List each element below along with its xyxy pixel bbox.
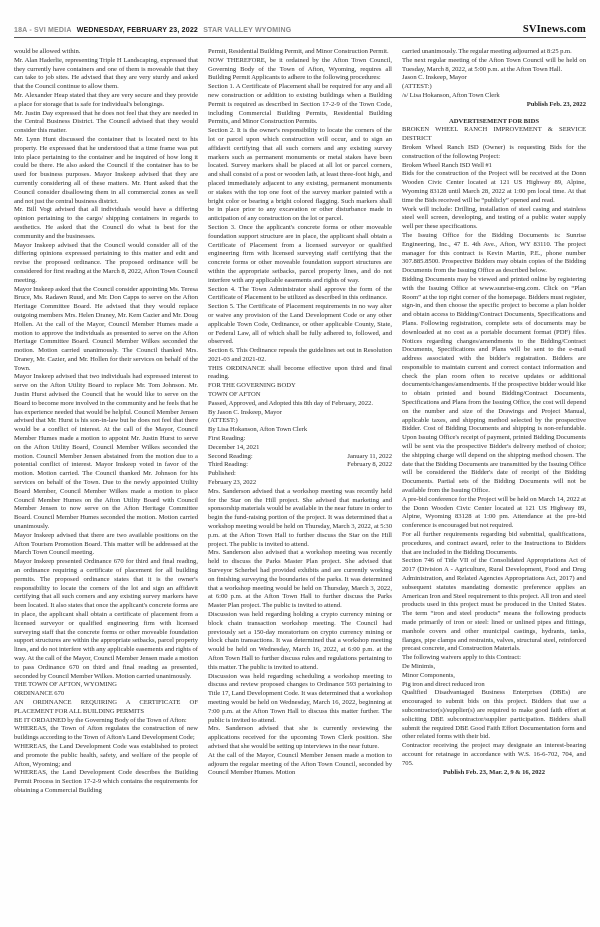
- paragraph: Section 2. It is the owner's responsibility to locate the corners of the lot or parcel upon which construction will occur, and to sign an affidavit certifying that all such corners and any existing survey markers such as permanent monuments or metal stakes have been located. Survey markers shall be placed at all lot or parcel corners, and shall consist of a post or wooden lath, at least three-foot high, and placed immediately adjacent to any existing, permanent monuments or stakes with the top one foot of the survey marker painted with a bright color or bearing a bright colored flagging. Such markers shall be in place prior to any excavation or other disturbance made in anticipation of any construction on the lot or parcel.: [208, 127, 392, 223]
- paragraph: would be allowed within.: [14, 48, 81, 55]
- paragraph: Bids for the construction of the Project will be received at the Donn Wooden Civic Center located at 121 US Highway 89, Alpine, Wyoming 83128 until March 28, 2022 at 1:00 pm local time. At that time the Bids received will be “publicly” opened and read.: [402, 170, 586, 204]
- paragraph: WHEREAS, the Land Development Code describes the Building Permit Process in Section 17-2-9 which contains the requirements for obtaining a Commercial Building: [14, 769, 198, 794]
- paragraph: Mr. Alan Haderlie, representing Triple H Landscaping, expressed that they currently have containers and one of them is moveable that they can take to job sites. He advised that they are very sturdy and asked that the Council continue to allow them.: [14, 56, 198, 91]
- paragraph: ORDINANCE 670: [14, 690, 65, 698]
- paragraph: Permit, Residential Building Permit, and Minor Construction Permit.: [208, 48, 389, 55]
- paragraph: For all further requirements regarding bid submittal, qualifications, procedures, and contract award, refer to the Instructions to Bidders that are included in the Bidding Documents.: [402, 531, 586, 556]
- paragraph: Discussion was held regarding scheduling a workshop meeting to discuss and review proposed changes to Ordinance 593 pertaining to Title 17, Land Development Code. It was determined that a workshop meeting would be held on Wednesday, March 16, 2022, beginning at 7:00 p.m. at the Afton Town Hall to discuss this matter further. The public is invited to attend.: [208, 672, 392, 724]
- paragraph: Qualified Disadvantaged Business Enterprises (DBEs) are encouraged to submit bids on this project. Bidders that use a subcontractor(s)/supplier(s) are required to make good faith effort at soliciting DBE subcontractor/supplier participation. Bidders shall submit the required DBE Good Faith Effort Documentation form and other related forms with their bid.: [402, 689, 586, 741]
- paragraph: At the call of the Mayor, Council Member Jensen made a motion to adjourn the regular meeting of the Afton Town Council, seconded by Council Member Humes. Motion: [208, 751, 392, 777]
- paragraph: De Minimis,: [402, 662, 436, 670]
- paragraph: Section 5. The Certificate of Placement requirements in no way alter or waive any provision of the Land Development Code or any other applicable Town Code, Ordinance, or other applicable County, State, or Federal Law, all of which shall be fully adhered to, followed, and observed.: [208, 303, 392, 346]
- paragraph: (ATTEST:): [208, 417, 238, 425]
- paragraph: Mrs. Sanderson advised that a workshop meeting was recently held for the Star on the Hill project. She advised that marketing and sponsorship materials would be available in the near future in order to begin the fund-raising portion of the project. It was determined that a workshop meeting would be held on Thursday, March 3, 2022, at 5:30 p.m. at the Afton Town Hall to further discuss the Star on the Hill project. The public is invited to attend.: [208, 487, 392, 548]
- paragraph: BE IT ORDAINED by the Governing Body of the Town of Afton:: [14, 716, 187, 724]
- issue-date: WEDNESDAY, FEBRUARY 23, 2022: [76, 27, 199, 34]
- paragraph: /s/ Lisa Hokanson, Afton Town Clerk: [402, 91, 500, 99]
- reading-label: Third Reading:: [208, 461, 248, 469]
- column-2: [208, 48, 392, 919]
- paragraph: Mayor Inskeep advised that two individuals had expressed interest to serve on the Afton Utility Board to replace Mr. Tom Johnson. Mr. Justin Hurst advised the Council that he would like to serve on the Board to become more involved in the community and he feels that he has experience needed that would be helpful. Council Member Jensen advised that Mr. Hurst is his son-in-law but he does not feel that there would be a conflict of interest. At the call of the Mayor, Council Member Humes made a motion to appoint Mr. Justin Hurst to serve on the Afton Utility Board, Council Member Wilkes seconded the motion. Council Member Jensen abstained from the motion due to a potential conflict of interest. Mayor Inskeep voted in favor of the motion. Motion carried. The Council thanked Mr. Johnson for his services on behalf of the Town. Due to the newly appointed Utility Board Member, Council Member Wilkes made a motion to place Council Member Humes on the Afton Utility Board with Council Member Jensen to now serve on the Afton Heritage Committee Board. Council Member Humes seconded the motion. Motion carried unanimously.: [14, 373, 198, 531]
- paragraph: AN ORDINANCE REQUIRING A CERTIFICATE OF PLACEMENT FOR ALL BUILDING PERMITS: [14, 698, 198, 715]
- header-left: [14, 27, 291, 34]
- paragraph: Mrs. Sanderson also advised that a workshop meeting was recently held to discuss the Parks Master Plan project. She advised that Surveyor Scherbel had provided exhibits and are currently working on finishing surveying the boundaries of the parks. It was determined that a workshop meeting would be held on Thursday, March 3, 2022, at 6:00 p.m. at the Afton Town Hall to further discuss the Parks Master Plan project. The public is invited to attend.: [208, 549, 392, 610]
- reading-date: January 11, 2022: [347, 452, 392, 460]
- paragraph: [208, 461, 392, 470]
- paragraph: Mayor Inskeep presented Ordinance 670 for third and final reading, an ordinance requiring a certificate of placement for all building permits. The proposed ordinance states that it is the owner's responsibility to locate the corners of the lot and sign an affidavit certifying that all such corners and any existing survey markers have been located. It also states that once the applicant's concrete forms are in place, the applicant shall obtain a certificate of placement from a licensed surveyor or qualified engineering firm with licensed surveying staff that the concrete forms or other moveable foundation support structures are within the appropriate setbacks, parcel property lines, and do not interfere with any applicable easements and rights of way. At the call of the Mayor, Council Member Jensen made a motion to pass Ordinance 670 on third and final reading as presented, seconded by Council Member Wilkes. Motion carried unanimously.: [14, 558, 198, 680]
- paragraph: Section 1. A Certificate of Placement shall be required for any and all new construction or addition to existing buildings when a Building Permit is required as described in Section 17-2-9 of the Town Code, including Commercial Building Permits, Residential Building Permits, and Minor Construction Permits.: [208, 83, 392, 126]
- paragraph: ADVERTISEMENT FOR BIDS: [448, 117, 540, 125]
- paragraph: Broken Wheel Ranch ISD Well #1: [402, 161, 492, 169]
- paragraph: Jason C. Inskeep, Mayor: [402, 74, 467, 82]
- paragraph: Contractor receiving the project may designate an interest-bearing account for retainage in accordance with W.S. 16-6-702, 704, and 705.: [402, 742, 586, 767]
- paragraph: Mr. Bill Vogt advised that all individuals would have a differing opinion pertaining to the cargo/ shipping containers in regards to aesthetics. He asked that the Council do what is best for the community and the businesses.: [14, 206, 198, 240]
- paragraph: Minor Components,: [402, 671, 455, 679]
- paragraph: Mrs. Sanderson advised that she is currently reviewing the applications received for the upcoming Town Clerk position. She advised that she would be setting up interviews in the near future.: [208, 725, 392, 750]
- region-label: STAR VALLEY WYOMING: [203, 27, 292, 34]
- page-number-label: 18A - SVI MEDIA: [14, 27, 72, 34]
- paragraph: THE TOWN OF AFTON, WYOMING: [14, 681, 117, 689]
- paragraph: By Lisa Hokanson, Afton Town Clerk: [208, 426, 308, 434]
- paragraph: Publish Feb. 23, 2022: [526, 100, 586, 108]
- reading-label: Second Reading:: [208, 452, 253, 460]
- paragraph: Section 4. The Town Administrator shall approve the form of the Certificate of Placement to be utilized as described in this ordinance.: [208, 285, 392, 302]
- paragraph: WHEREAS, the Land Development Code was established to protect and promote the public health, safety, and welfare of the people of Afton, Wyoming; and: [14, 742, 198, 768]
- paragraph: [208, 453, 392, 462]
- paragraph: Mr. Alexander Heap stated that they are very secure and they provide a place for storage that is safe for individual's belongings.: [14, 91, 198, 108]
- paragraph: TOWN OF AFTON: [208, 391, 261, 399]
- paragraph: Mayor Inskeep asked that the Council consider appointing Ms. Teresa Bruce, Ms. Radawn Ruud, and Mr. Don Capps to serve on the Afton Heritage Committee Board. He advised that they would replace outgoing members Mrs. Helen Draney, Mr. Kem Cazier and Mr. Doug Hollen. At the call of the Mayor, Council Member Humes made a motion to approve the individuals as presented to serve on the Afton Heritage Committee Board. Council Member Wilkes seconded the motion. Motion carried unanimously. The Council thanked Mrs. Draney, Mr. Cazier, and Mr. Hollen for their services on behalf of the Town.: [14, 285, 198, 372]
- paragraph: Section 6. This Ordinance repeals the guidelines set out in Resolution 2021-03 and 2021-02.: [208, 347, 392, 363]
- paragraph: Passed, Approved, and Adopted this 8th day of February, 2022.: [208, 399, 373, 407]
- paragraph: A pre-bid conference for the Project will be held on March 14, 2022 at the Donn Wooden Civic Center located at 121 US Highway 89, Alpine, Wyoming 83128 at 1:00 pm. Attendance at the pre-bid conference is encouraged but not required.: [402, 495, 586, 530]
- paragraph: Broken Wheel Ranch ISD (Owner) is requesting Bids for the construction of the following Project:: [402, 143, 586, 160]
- article-columns: [14, 48, 586, 919]
- column-1: [14, 48, 198, 919]
- paragraph: BROKEN WHEEL RANCH IMPROVEMENT & SERVICE DISTRICT: [402, 126, 586, 143]
- paragraph: December 14, 2021: [208, 443, 260, 451]
- paragraph: The following waivers apply to this Contract:: [402, 654, 521, 662]
- paragraph: Mr. Justin Day expressed that he does not feel that they are needed in the Central Business District. The Council advised that they would consider this matter.: [14, 109, 198, 135]
- paragraph: (ATTEST:): [402, 83, 432, 91]
- paragraph: FOR THE GOVERNING BODY: [208, 382, 296, 390]
- masthead-website: SVInews.com: [522, 24, 586, 35]
- column-3: [402, 48, 586, 919]
- paragraph: carried unanimously. The regular meeting adjourned at 8:25 p.m.: [402, 48, 572, 55]
- paragraph: Pig iron and direct reduced iron: [402, 680, 485, 688]
- paragraph: WHEREAS, the Town of Afton regulates the construction of new buildings according to the Town of Afton's Land Development Code;: [14, 725, 198, 742]
- paragraph: The Issuing Office for the Bidding Documents is: Sunrise Engineering, Inc., 47 E. 4th Ave., Afton, WY 83110. The project manager for this contract is Kevin Martin, P.E., phone number 307.885.8500. Prospective Bidders may obtain copies of the Bidding Documents from the Issuing Office as described below.: [402, 231, 586, 275]
- paragraph: NOW THEREFORE, be it ordained by the Afton Town Council, Governing Body of the Town of Afton, Wyoming, requires all Building Permit Applicants to adhere to the following procedures:: [208, 56, 392, 82]
- paragraph: Discussion was held regarding holding a crypto currency mining or block chain transaction workshop meeting. The Council had previously set a 150-day moratorium on crypto currency mining or block chain transactions. It was determined that a workshop meeting would be held on Wednesday, March 16, 2022, at 6:00 p.m. at the Afton Town Hall to further discuss rules and regulations pertaining to this matter. The public is invited to attend.: [208, 611, 392, 671]
- paragraph: Published:: [208, 470, 236, 478]
- paragraph: Bidding Documents may be viewed and printed online by registering with the Issuing Office at www.sunrise-eng.com. Click on “Plan Room” at the top right corner of the homepage. Bidders must register, sign-in, and then choose the specific project to become a plan holder and obtain access to Bidding/Contract Documents, Specifications and Plans. Following registration, complete sets of documents may be downloaded at no cost as a portable document format (PDF) files. Notices regarding changes/amendments to the Bidding/Contract Documents, Specifications and Plans will be sent to the e-mail address associated with the bidder's registration. Bidders are responsible to maintain current and correct contact information and check the plan room often to receive updates or additional documents/changes/amendments. If the prospective bidder would like to obtain printed and bound Bidding/Contract Documents, Specifications and Plans from the Issuing Office, the cost will depend on the number and size of the Drawings and Project Manual, applicable taxes, and shipping method selected by the prospective Bidder. Cost of Bidding Documents and shipping is non-refundable. Upon Issuing Office's receipt of payment, printed Bidding Documents will be sent via the prospective Bidder's delivery method of choice; the shipping charge will depend on the shipping method chosen. The date that the Bidding Documents are transmitted by the Issuing Office will be considered the Bidder's date of receipt of the Bidding Documents. Partial sets of the Bidding Documents will not be available from the Issuing Office.: [402, 275, 586, 495]
- paragraph: Work will include: Drilling, installation of steel casing and stainless steel well screen, developing, and testing of a public water supply well per these specifications.: [402, 205, 586, 231]
- paragraph: Mayor Inskeep advised that the Council would consider all of the differing opinions expressed pertaining to this matter and edit and revise the proposed ordinance. The proposed ordinance will be considered for first reading at the March 8, 2022, Afton Town Council meeting.: [14, 241, 198, 284]
- paragraph: Publish Feb. 23, Mar. 2, 9 & 16, 2022: [442, 768, 545, 776]
- header-divider: [14, 37, 586, 38]
- paragraph: Mr. Lynn Hunt discussed the container that is located next to his property. He expressed that he understood that a time frame was put into place pertaining to the container and he inquired of how long it could be there. He also asked the Council if the container has to be used for business purposes. Mayor Inskeep advised that they are currently considering all of these matters. Mr. Hunt asked that the Council consider disallowing them in all commercial zones as well and not just the central business district.: [14, 135, 198, 205]
- paragraph: Section 3. Once the applicant's concrete forms or other moveable foundation support structure are in place, the applicant shall obtain a Certificate of Placement from a licensed surveyor or qualified engineering firm with licensed surveying staff certifying that the concrete forms or other moveable foundation support structures are within the appropriate setbacks, parcel property lines, and do not interfere with any applicable easements and rights of way.: [208, 223, 392, 284]
- page-header: [14, 24, 586, 35]
- paragraph: First Reading:: [208, 435, 246, 443]
- paragraph: Section 746 of Title VII of the Consolidated Appropriations Act of 2017 (Division A - Agriculture, Rural Development, Food and Drug Administration, and Related Agencies Appropriations Act, 2017) and subsequent statutes mandating domestic preference applies an American Iron and Steel requirement to this project. All iron and steel products used in this project must be produced in the United States. The term “iron and steel products” means the following products made primarily of iron or steel: lined or unlined pipes and fittings, manhole covers and other municipal castings, hydrants, tanks, flanges, pipe clamps and restraints, valves, structural steel, reinforced precast concrete, and Construction Materials.: [402, 557, 586, 653]
- paragraph: The next regular meeting of the Afton Town Council will be held on Tuesday, March 8, 2022, at 5:00 p.m. at the Afton Town Hall.: [402, 56, 586, 73]
- paragraph: Mayor Inskeep advised that there are two available positions on the Afton Tourism Promotion Board. This matter will be addressed at the March Town Council meeting.: [14, 531, 198, 557]
- paragraph: February 23, 2022: [208, 479, 257, 487]
- paragraph: By Jason C. Inskeep, Mayor: [208, 408, 282, 416]
- paragraph: THIS ORDINANCE shall become effective upon third and final reading.: [208, 364, 392, 381]
- reading-date: February 8, 2022: [347, 461, 392, 469]
